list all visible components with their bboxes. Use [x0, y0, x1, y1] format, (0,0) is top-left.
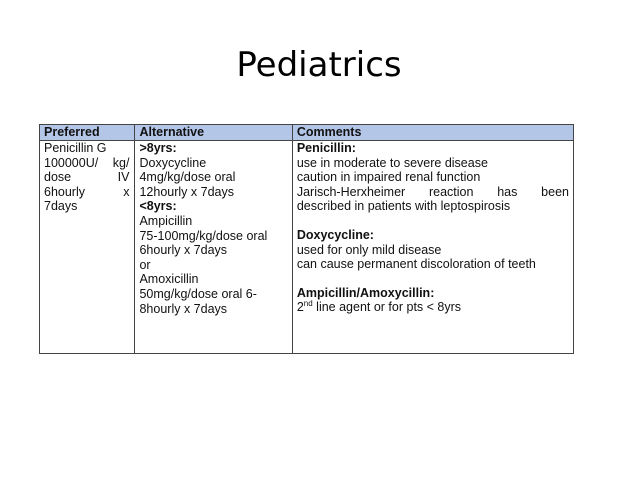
penicillin-comment-4: described in patients with leptospirosis — [296, 199, 511, 214]
header-comments: Comments — [292, 125, 573, 141]
ampicillin-comment-text: line agent or for pts < 8yrs — [312, 300, 462, 315]
ordinal-number: 2 — [296, 300, 304, 315]
under-8-drug-amoxicillin: Amoxicillin — [139, 272, 199, 287]
under-8-heading: <8yrs: — [139, 199, 177, 214]
ordinal-suffix: nd — [303, 299, 313, 309]
under-8-frequency-ampicillin: 6hourly x 7days — [139, 243, 228, 258]
over-8-frequency: 12hourly x 7days — [139, 184, 234, 199]
doxycycline-comment-1: used for only mild disease — [296, 242, 442, 257]
over-8-heading: >8yrs: — [139, 141, 177, 155]
comments-cell — [292, 141, 573, 354]
header-alternative: Alternative — [135, 125, 292, 141]
preferred-times: x — [123, 184, 130, 199]
spacer — [297, 214, 569, 228]
under-8-dose-amoxicillin: 50mg/kg/dose oral 6- — [139, 286, 257, 301]
comment-word: has — [497, 184, 518, 199]
comment-word: reaction — [428, 184, 474, 199]
over-8-drug: Doxycycline — [139, 155, 207, 170]
alternative-cell — [135, 141, 292, 354]
preferred-route-line — [44, 170, 130, 185]
under-8-frequency-amoxicillin: 8hourly x 7days — [139, 301, 228, 316]
preferred-frequency-line — [44, 185, 130, 200]
under-8-dose-ampicillin: 75-100mg/kg/dose oral — [139, 228, 268, 243]
doxycycline-heading: Doxycycline: — [296, 227, 374, 242]
comment-word: been — [541, 184, 569, 199]
preferred-route: IV — [117, 170, 130, 185]
preferred-dose-word: dose — [44, 170, 72, 185]
doxycycline-comment-2: can cause permanent discoloration of teeth — [296, 257, 536, 272]
penicillin-comment-1: use in moderate to severe disease — [296, 155, 488, 170]
treatment-table — [39, 124, 574, 354]
over-8-dose: 4mg/kg/dose oral — [139, 170, 236, 185]
preferred-frequency: 6hourly — [44, 184, 85, 199]
penicillin-comment-2: caution in impaired renal function — [296, 170, 481, 185]
preferred-dose-line — [44, 156, 130, 171]
ampicillin-amoxycillin-heading: Ampicillin/Amoxycillin: — [296, 285, 435, 300]
under-8-drug-ampicillin: Ampicillin — [139, 213, 193, 228]
preferred-duration: 7days — [44, 199, 78, 214]
ampicillin-comment-1 — [297, 300, 569, 315]
preferred-cell — [40, 141, 135, 354]
penicillin-comment-3 — [297, 185, 569, 200]
preferred-dose-unit: kg/ — [112, 155, 130, 170]
slide-title: Pediatrics — [236, 45, 402, 85]
penicillin-heading: Penicillin: — [296, 141, 356, 155]
table-row — [40, 141, 574, 354]
header-preferred: Preferred — [40, 125, 135, 141]
preferred-dose-amount: 100000U/ — [44, 155, 99, 170]
preferred-drug: Penicillin G — [44, 141, 107, 155]
spacer — [297, 272, 569, 286]
comment-word: Jarisch-Herxheimer — [296, 184, 406, 199]
table-header-row — [40, 125, 574, 141]
or-separator: or — [139, 257, 151, 272]
